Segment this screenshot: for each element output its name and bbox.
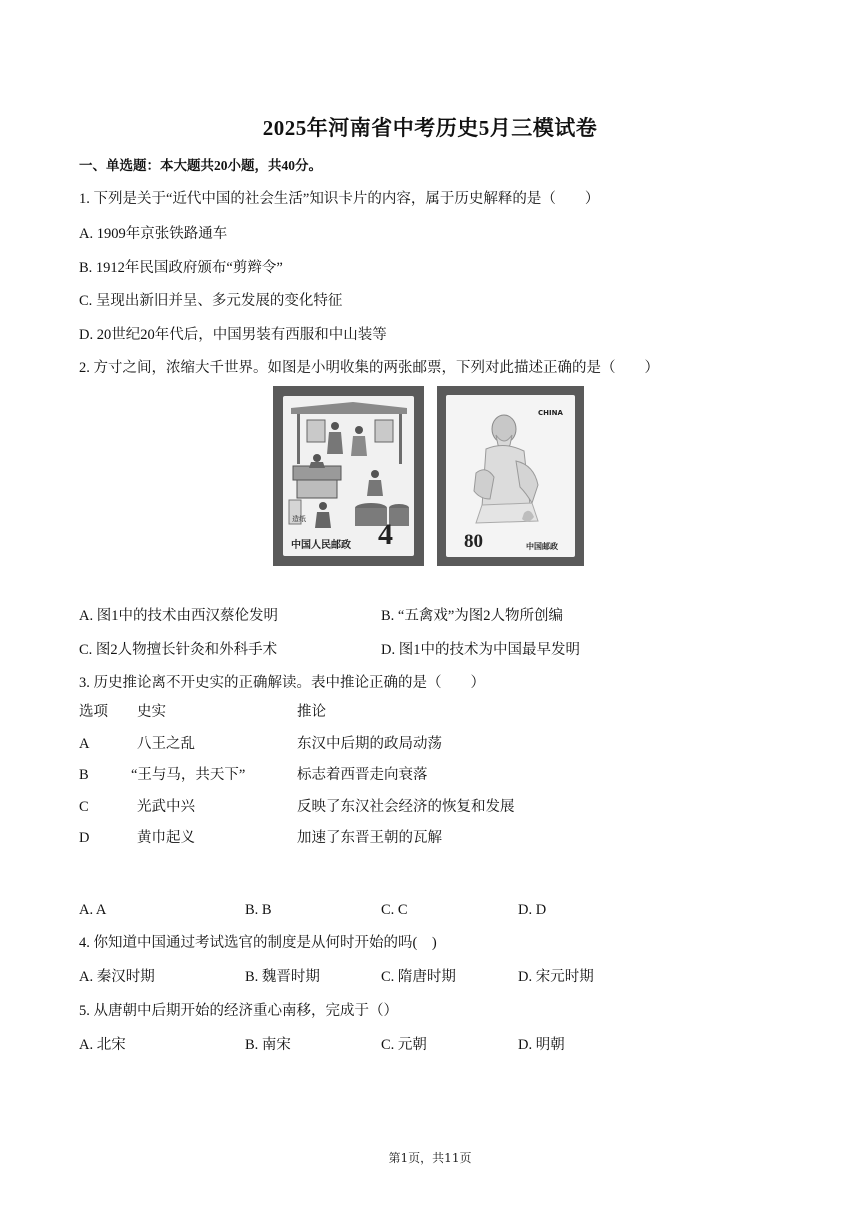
stamp-1-post-label: 中国人民邮政 [291,540,351,551]
question-1-option-a: A. 1909年京张铁路通车 [79,226,228,242]
question-1-option-d: D. 20世纪20年代后，中国男装有西服和中山装等 [79,327,387,343]
table-cell: 黄巾起义 [137,830,195,846]
table-cell: 八王之乱 [137,736,195,752]
question-2-stem: 2. 方寸之间，浓缩大千世界。如图是小明收集的两张邮票，下列对此描述正确的是（ ） [79,360,659,376]
question-5-option-a: A. 北宋 [79,1037,126,1053]
table-cell: 反映了东汉社会经济的恢复和发展 [297,799,515,815]
table-header-inference: 推论 [297,704,326,720]
question-3-option-d: D. D [518,902,547,918]
stamp-2-country: CHINA [538,409,563,417]
question-4-option-a: A. 秦汉时期 [79,969,155,985]
question-2-option-b: B. “五禽戏”为图2人物所创编 [381,608,564,624]
question-2-option-c: C. 图2人物擅长针灸和外科手术 [79,642,278,658]
table-cell: 光武中兴 [137,799,195,815]
question-3-option-b: B. B [245,902,272,918]
page-number-footer: 第1页，共11页 [388,1151,472,1165]
table-cell: B [79,767,89,783]
table-cell: 加速了东晋王朝的瓦解 [297,830,442,846]
table-cell: A [79,736,90,752]
papermaking-illustration [283,396,414,556]
question-3-option-c: C. C [381,902,408,918]
stamp-2-value: 80 [464,531,483,552]
question-4-option-b: B. 魏晋时期 [245,969,320,985]
table-cell: 标志着西晋走向衰落 [297,767,428,783]
section-heading: 一、单选题：本大题共20小题，共40分。 [79,158,322,173]
stamp-2-image [437,386,584,566]
table-header-option: 选项 [79,704,108,720]
page-title: 2025年河南省中考历史5月三模试卷 [262,116,598,140]
question-5-option-b: B. 南宋 [245,1037,291,1053]
question-4-option-c: C. 隋唐时期 [381,969,456,985]
question-4-option-d: D. 宋元时期 [518,969,594,985]
question-3-stem: 3. 历史推论离不开史实的正确解读。表中推论正确的是（ ） [79,675,485,691]
table-header-fact: 史实 [137,704,166,720]
question-5-option-c: C. 元朝 [381,1037,427,1053]
table-cell: C [79,799,89,815]
stamp-1-value: 4 [378,518,393,551]
question-2-option-d: D. 图1中的技术为中国最早发明 [381,642,580,658]
question-4-stem: 4. 你知道中国通过考试选官的制度是从何时开始的吗( ) [79,935,437,951]
question-3-option-a: A. A [79,902,107,918]
question-2-option-a: A. 图1中的技术由西汉蔡伦发明 [79,608,278,624]
question-5-stem: 5. 从唐朝中后期开始的经济重心南移，完成于（） [79,1003,398,1019]
stamp-1-image [273,386,424,566]
stamp-1-caption: 造纸 [292,515,306,523]
question-1-option-b: B. 1912年民国政府颁布“剪辫令” [79,260,283,276]
table-cell: D [79,830,90,846]
question-5-option-d: D. 明朝 [518,1037,565,1053]
question-1-option-c: C. 呈现出新旧并呈、多元发展的变化特征 [79,293,343,309]
question-1-stem: 1. 下列是关于“近代中国的社会生活”知识卡片的内容，属于历史解释的是（ ） [79,191,600,207]
stamp-2-post-label: 中国邮政 [526,542,558,551]
table-cell: 东汉中后期的政局动荡 [297,736,442,752]
table-cell: “王与马，共天下” [131,767,246,783]
